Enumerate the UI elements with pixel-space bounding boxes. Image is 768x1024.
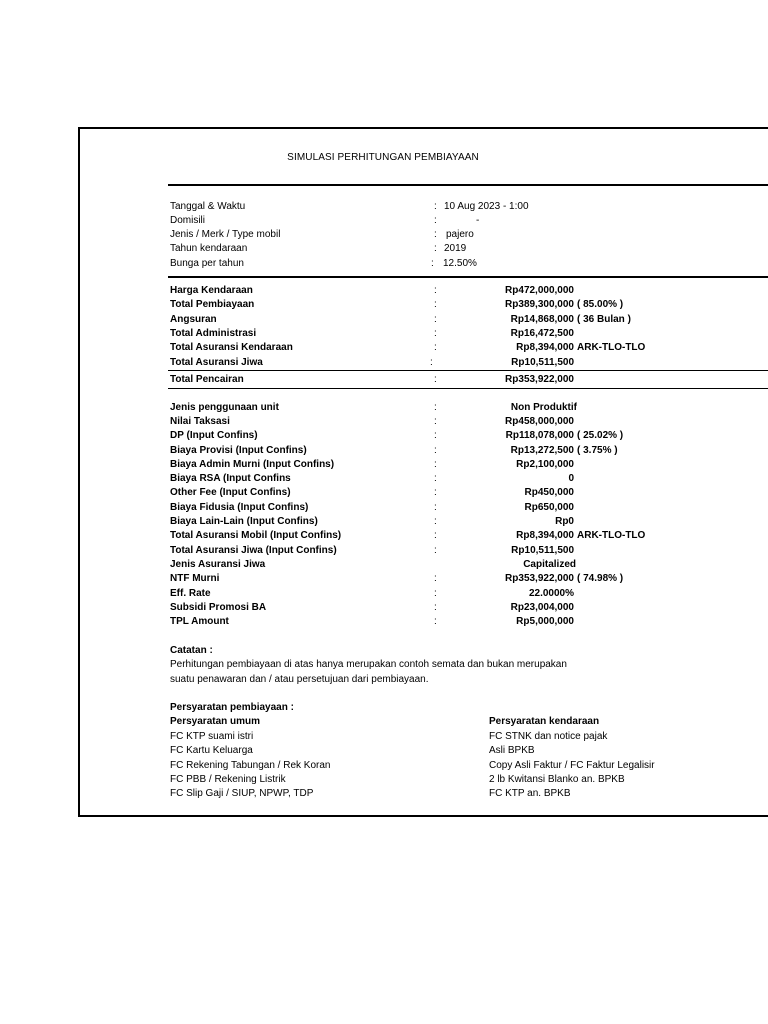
- info-sep: :: [434, 243, 437, 254]
- detail-value: Rp13,272,500: [510, 445, 574, 456]
- detail-label: Jenis Asuransi Jiwa: [170, 559, 266, 570]
- detail-label: Biaya RSA (Input Confins: [170, 473, 291, 484]
- persyaratan-umum-item: FC KTP suami istri: [170, 731, 254, 742]
- detail-sep: :: [434, 430, 437, 441]
- detail-sep: :: [434, 573, 437, 584]
- persyaratan-umum-item: FC Slip Gaji / SIUP, NPWP, TDP: [170, 788, 314, 799]
- detail-label: Jenis penggunaan unit: [170, 402, 279, 413]
- detail-label: DP (Input Confins): [170, 430, 258, 441]
- detail-sep: :: [434, 473, 437, 484]
- pencairan-sep: :: [434, 374, 437, 385]
- catatan-line: Perhitungan pembiayaan di atas hanya merupakan contoh semata dan bukan merupakan: [170, 659, 567, 670]
- info-value: -: [476, 215, 480, 226]
- detail-value: 0: [568, 473, 574, 484]
- info-label: Tahun kendaraan: [170, 243, 248, 254]
- detail-label: Other Fee (Input Confins): [170, 487, 291, 498]
- summary-value: Rp14,868,000: [510, 314, 574, 325]
- detail-sep: :: [434, 602, 437, 613]
- detail-value: Capitalized: [523, 559, 576, 570]
- detail-value: 22.0000%: [528, 588, 574, 599]
- detail-sep: :: [434, 530, 437, 541]
- persyaratan-heading: Persyaratan pembiayaan :: [170, 702, 294, 713]
- info-value: 10 Aug 2023 - 1:00: [444, 201, 529, 212]
- detail-label: Subsidi Promosi BA: [170, 602, 267, 613]
- detail-label: TPL Amount: [170, 616, 229, 627]
- persyaratan-umum-item: FC Rekening Tabungan / Rek Koran: [170, 760, 331, 771]
- detail-sep: :: [434, 487, 437, 498]
- summary-extra: ARK-TLO-TLO: [577, 342, 646, 353]
- detail-sep: :: [434, 459, 437, 470]
- summary-extra: ( 36 Bulan ): [577, 314, 631, 325]
- info-label: Tanggal & Waktu: [170, 201, 246, 212]
- detail-sep: :: [434, 416, 437, 427]
- detail-label: Biaya Lain-Lain (Input Confins): [170, 516, 318, 527]
- summary-label: Total Administrasi: [170, 328, 257, 339]
- header-rule: [168, 184, 768, 186]
- detail-label: Biaya Fidusia (Input Confins): [170, 502, 309, 513]
- summary-sep: :: [434, 342, 437, 353]
- catatan-line: suatu penawaran dan / atau persetujuan dari pembiayaan.: [170, 674, 429, 685]
- summary-sep: :: [434, 314, 437, 325]
- detail-label: Biaya Admin Murni (Input Confins): [170, 459, 335, 470]
- detail-value: Rp5,000,000: [516, 616, 574, 627]
- persyaratan-umum-item: FC Kartu Keluarga: [170, 745, 253, 756]
- info-label: Domisili: [170, 215, 205, 226]
- summary-value: Rp16,472,500: [510, 328, 574, 339]
- detail-value: Non Produktif: [510, 402, 577, 413]
- detail-label: NTF Murni: [170, 573, 220, 584]
- info-value: 12.50%: [443, 258, 477, 269]
- summary-sep: :: [434, 285, 437, 296]
- detail-label: Eff. Rate: [170, 588, 211, 599]
- detail-extra: ( 3.75% ): [577, 445, 618, 456]
- persyaratan-kendaraan-item: FC KTP an. BPKB: [489, 788, 571, 799]
- persyaratan-kendaraan-heading: Persyaratan kendaraan: [489, 716, 600, 727]
- detail-label: Nilai Taksasi: [170, 416, 230, 427]
- persyaratan-umum-item: FC PBB / Rekening Listrik: [170, 774, 286, 785]
- detail-value: Rp23,004,000: [510, 602, 574, 613]
- detail-extra: ARK-TLO-TLO: [577, 530, 646, 541]
- detail-sep: :: [434, 545, 437, 556]
- detail-value: Rp353,922,000: [505, 573, 574, 584]
- persyaratan-kendaraan-item: FC STNK dan notice pajak: [489, 731, 608, 742]
- info-label: Bunga per tahun: [170, 258, 244, 269]
- page-title: SIMULASI PERHITUNGAN PEMBIAYAAN: [287, 152, 479, 163]
- persyaratan-kendaraan-item: Copy Asli Faktur / FC Faktur Legalisir: [489, 760, 655, 771]
- info-sep: :: [434, 215, 437, 226]
- detail-sep: :: [434, 516, 437, 527]
- summary-value: Rp8,394,000: [516, 342, 574, 353]
- summary-label: Angsuran: [170, 314, 217, 325]
- info-value: 2019: [444, 243, 467, 254]
- pencairan-label: Total Pencairan: [170, 374, 244, 385]
- persyaratan-kendaraan-item: 2 lb Kwitansi Blanko an. BPKB: [489, 774, 625, 785]
- persyaratan-kendaraan-item: Asli BPKB: [489, 745, 535, 756]
- summary-value: Rp389,300,000: [505, 299, 574, 310]
- detail-sep: :: [434, 445, 437, 456]
- summary-value: Rp472,000,000: [505, 285, 574, 296]
- summary-label: Total Asuransi Kendaraan: [170, 342, 293, 353]
- detail-value: Rp10,511,500: [511, 545, 574, 556]
- pencairan-rule: [168, 388, 768, 389]
- detail-value: Rp458,000,000: [505, 416, 574, 427]
- summary-sep: :: [434, 328, 437, 339]
- detail-label: Total Asuransi Jiwa (Input Confins): [170, 545, 337, 556]
- detail-sep: :: [434, 588, 437, 599]
- detail-sep: :: [434, 616, 437, 627]
- detail-extra: ( 25.02% ): [577, 430, 624, 441]
- detail-value: Rp650,000: [524, 502, 574, 513]
- summary-rule: [168, 370, 768, 371]
- detail-value: Rp0: [555, 516, 574, 527]
- info-value: pajero: [446, 229, 474, 240]
- detail-sep: :: [434, 502, 437, 513]
- summary-value: Rp10,511,500: [511, 357, 574, 368]
- detail-value: Rp450,000: [524, 487, 574, 498]
- detail-label: Biaya Provisi (Input Confins): [170, 445, 307, 456]
- info-sep: :: [434, 229, 437, 240]
- info-label: Jenis / Merk / Type mobil: [170, 229, 281, 240]
- catatan-heading: Catatan :: [170, 645, 213, 656]
- summary-label: Total Pembiayaan: [170, 299, 255, 310]
- summary-extra: ( 85.00% ): [577, 299, 624, 310]
- pencairan-value: Rp353,922,000: [505, 374, 574, 385]
- summary-label: Harga Kendaraan: [170, 285, 253, 296]
- summary-label: Total Asuransi Jiwa: [170, 357, 263, 368]
- detail-sep: :: [434, 402, 437, 413]
- detail-label: Total Asuransi Mobil (Input Confins): [170, 530, 342, 541]
- detail-extra: ( 74.98% ): [577, 573, 624, 584]
- persyaratan-umum-heading: Persyaratan umum: [170, 716, 261, 727]
- info-sep: :: [431, 258, 434, 269]
- detail-value: Rp118,078,000: [505, 430, 574, 441]
- info-sep: :: [434, 201, 437, 212]
- detail-value: Rp2,100,000: [516, 459, 574, 470]
- summary-sep: :: [430, 357, 433, 368]
- info-rule: [168, 276, 768, 278]
- summary-sep: :: [434, 299, 437, 310]
- detail-value: Rp8,394,000: [516, 530, 574, 541]
